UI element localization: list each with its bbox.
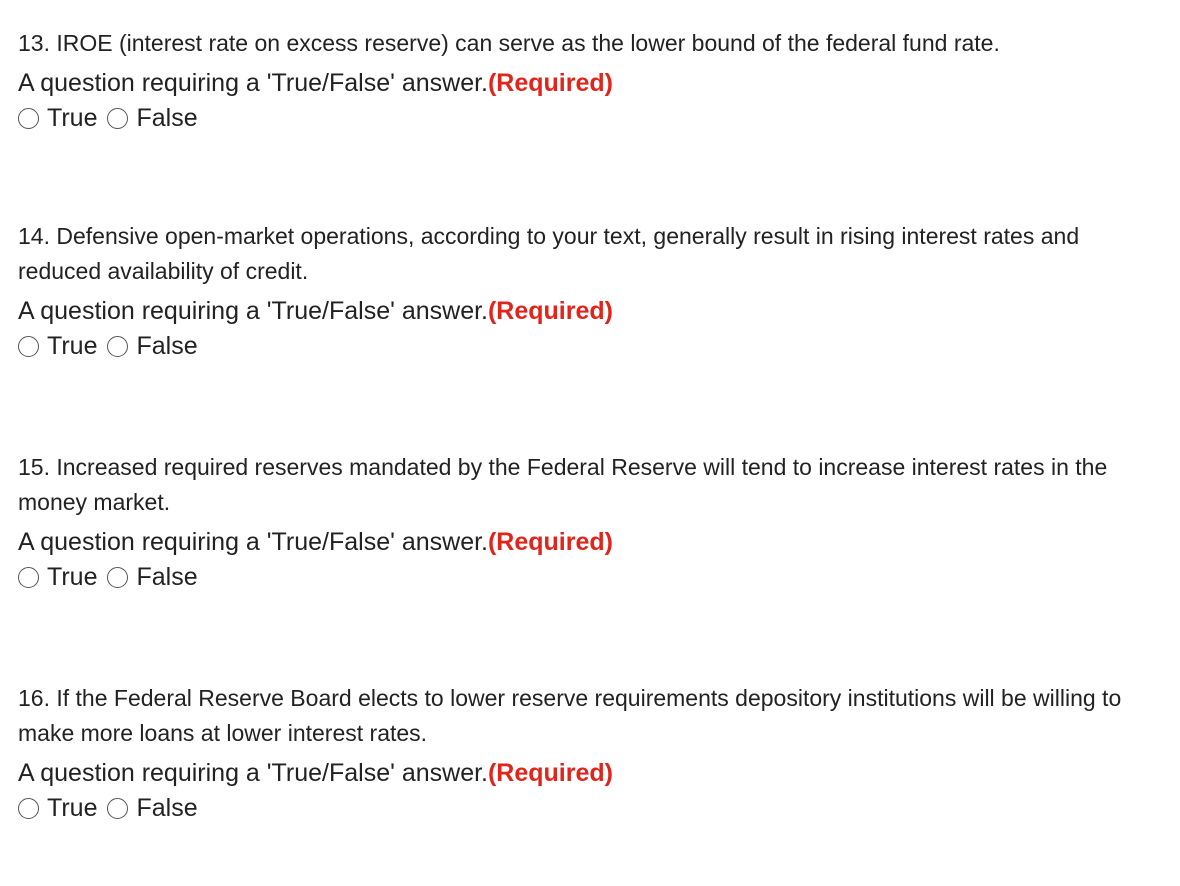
question-type xyxy=(18,293,1168,329)
option-false-label: False xyxy=(136,104,198,132)
option-true-label: True xyxy=(47,794,98,822)
option-false-label: False xyxy=(136,332,198,360)
answer-options xyxy=(18,791,1168,825)
radio-true[interactable] xyxy=(18,798,39,819)
option-false[interactable] xyxy=(107,560,197,594)
question-text: 15. Increased required reserves mandated by the Federal Reserve will tend to increase interest rates in the money market. xyxy=(18,454,1108,515)
question-15 xyxy=(18,450,1168,594)
required-label: (Required) xyxy=(487,69,613,97)
question-14 xyxy=(18,219,1168,363)
required-label: (Required) xyxy=(487,759,613,787)
radio-true[interactable] xyxy=(18,567,39,588)
radio-true[interactable] xyxy=(18,108,39,129)
option-false[interactable] xyxy=(107,101,197,135)
radio-true[interactable] xyxy=(18,336,39,357)
option-false-label: False xyxy=(136,794,198,822)
question-text: 13. IROE (interest rate on excess reserve) can serve as the lower bound of the federal fund rate. xyxy=(18,30,1000,56)
required-label: (Required) xyxy=(487,528,613,556)
radio-false[interactable] xyxy=(107,567,128,588)
answer-options xyxy=(18,101,1168,135)
option-true-label: True xyxy=(47,332,98,360)
question-text: 14. Defensive open-market operations, according to your text, generally result in rising interest rates and reduced availability of credit. xyxy=(18,223,1080,284)
answer-options xyxy=(18,560,1168,594)
radio-false[interactable] xyxy=(107,798,128,819)
option-true[interactable] xyxy=(18,791,97,825)
question-16 xyxy=(18,681,1168,825)
question-type-text: A question requiring a 'True/False' answer. xyxy=(18,69,488,97)
radio-false[interactable] xyxy=(107,108,128,129)
option-true[interactable] xyxy=(18,101,97,135)
question-type xyxy=(18,524,1168,560)
radio-false[interactable] xyxy=(107,336,128,357)
option-false[interactable] xyxy=(107,791,197,825)
question-type xyxy=(18,65,1168,101)
option-true-label: True xyxy=(47,563,98,591)
question-text: 16. If the Federal Reserve Board elects to lower reserve requirements depository institutions will be willing to make more loans at lower interest rates. xyxy=(18,685,1122,746)
required-label: (Required) xyxy=(487,297,613,325)
option-true[interactable] xyxy=(18,560,97,594)
option-false[interactable] xyxy=(107,329,197,363)
question-type-text: A question requiring a 'True/False' answer. xyxy=(18,759,488,787)
question-type-text: A question requiring a 'True/False' answer. xyxy=(18,297,488,325)
answer-options xyxy=(18,329,1168,363)
option-true[interactable] xyxy=(18,329,97,363)
option-false-label: False xyxy=(136,563,198,591)
option-true-label: True xyxy=(47,104,98,132)
question-13 xyxy=(18,26,1168,135)
question-type-text: A question requiring a 'True/False' answer. xyxy=(18,528,488,556)
question-type xyxy=(18,755,1168,791)
